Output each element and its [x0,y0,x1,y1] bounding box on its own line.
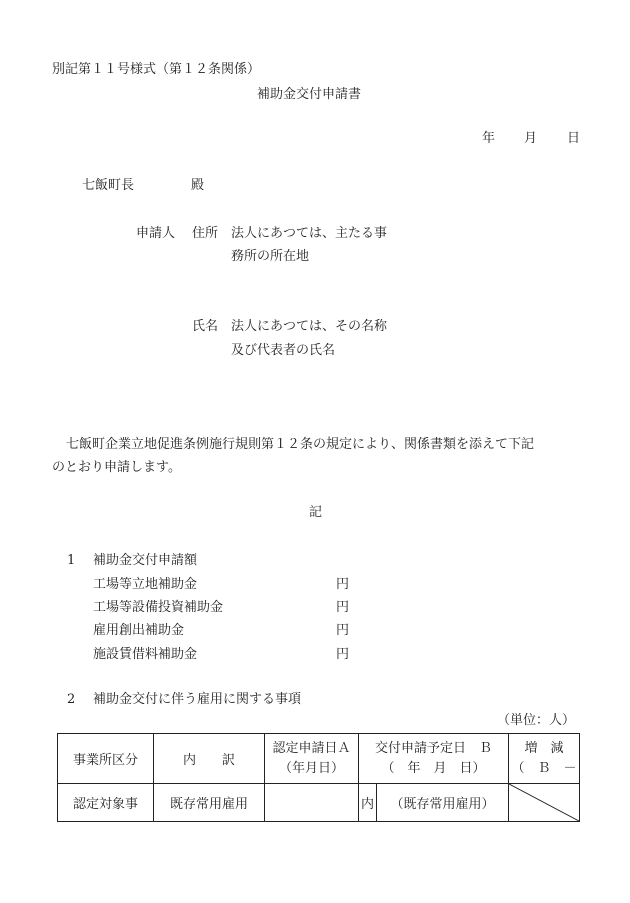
date-day: 日 [567,131,581,146]
row-certification-date-cell[interactable] [265,784,359,822]
header-application-date [359,734,509,784]
section2-number: 2 [67,692,76,707]
subsidy-item-unit: 円 [336,647,350,662]
header-certification-date-label: 認定申請日Ａ [272,740,351,756]
row-office-category: 認定対象事 [58,784,154,822]
body-text-line2: のとおり申請します。 [52,460,181,475]
address-note-line1: 法人にあつては、主たる事 [231,226,388,241]
row-breakdown: 既存常用雇用 [154,784,265,822]
employment-table [57,733,580,822]
header-certification-date-format: （年月日） [278,760,344,776]
header-change-label: 増 減 [524,740,564,756]
name-note-line1: 法人にあつては、その名称 [231,319,388,334]
name-label: 氏名 [192,319,219,334]
row-inner-label: 内 [359,784,377,822]
subsidy-item-label: 施設賃借料補助金 [93,647,198,662]
diagonal-line-icon [509,784,579,821]
header-change [509,734,580,784]
table-header-row [58,734,580,784]
section1-heading: 補助金交付申請額 [93,553,198,568]
form-reference: 別記第１１号様式（第１２条関係） [52,62,261,77]
date-month: 月 [524,131,538,146]
subsidy-item-unit: 円 [336,577,350,592]
address-label: 住所 [192,226,219,241]
subsidy-item-label: 雇用創出補助金 [93,623,185,638]
address-note-line2: 務所の所在地 [231,249,310,264]
row-application-existing: （既存常用雇用） [377,784,509,822]
section2-heading: 補助金交付に伴う雇用に関する事項 [93,692,302,707]
unit-note: （単位：人） [497,713,576,728]
name-note-line2: 及び代表者の氏名 [231,343,336,358]
row-change-diagonal-cell [509,784,580,822]
addressee-honorific: 殿 [191,178,205,193]
document-title: 補助金交付申請書 [257,87,362,102]
addressee-name: 七飯町長 [82,178,135,193]
body-text-line1: 七飯町企業立地促進条例施行規則第１２条の規定により、関係書類を添えて下記 [66,437,535,452]
header-application-date-format: （ 年 月 日） [381,760,486,776]
subsidy-item-unit: 円 [336,600,350,615]
table-row [58,784,580,822]
subsidy-item-label: 工場等設備投資補助金 [93,600,224,615]
date-year: 年 [482,131,496,146]
subsidy-item-label: 工場等立地補助金 [93,577,198,592]
applicant-label: 申請人 [136,226,176,241]
header-breakdown: 内 訳 [154,734,265,784]
subsidy-item-unit: 円 [336,623,350,638]
ki-heading: 記 [309,505,323,520]
header-office-category: 事業所区分 [58,734,154,784]
section1-number: 1 [67,553,76,568]
header-application-date-label: 交付申請予定日 Ｂ [375,740,493,756]
header-change-formula: （ Ｂ － [511,760,577,776]
header-certification-date [265,734,359,784]
